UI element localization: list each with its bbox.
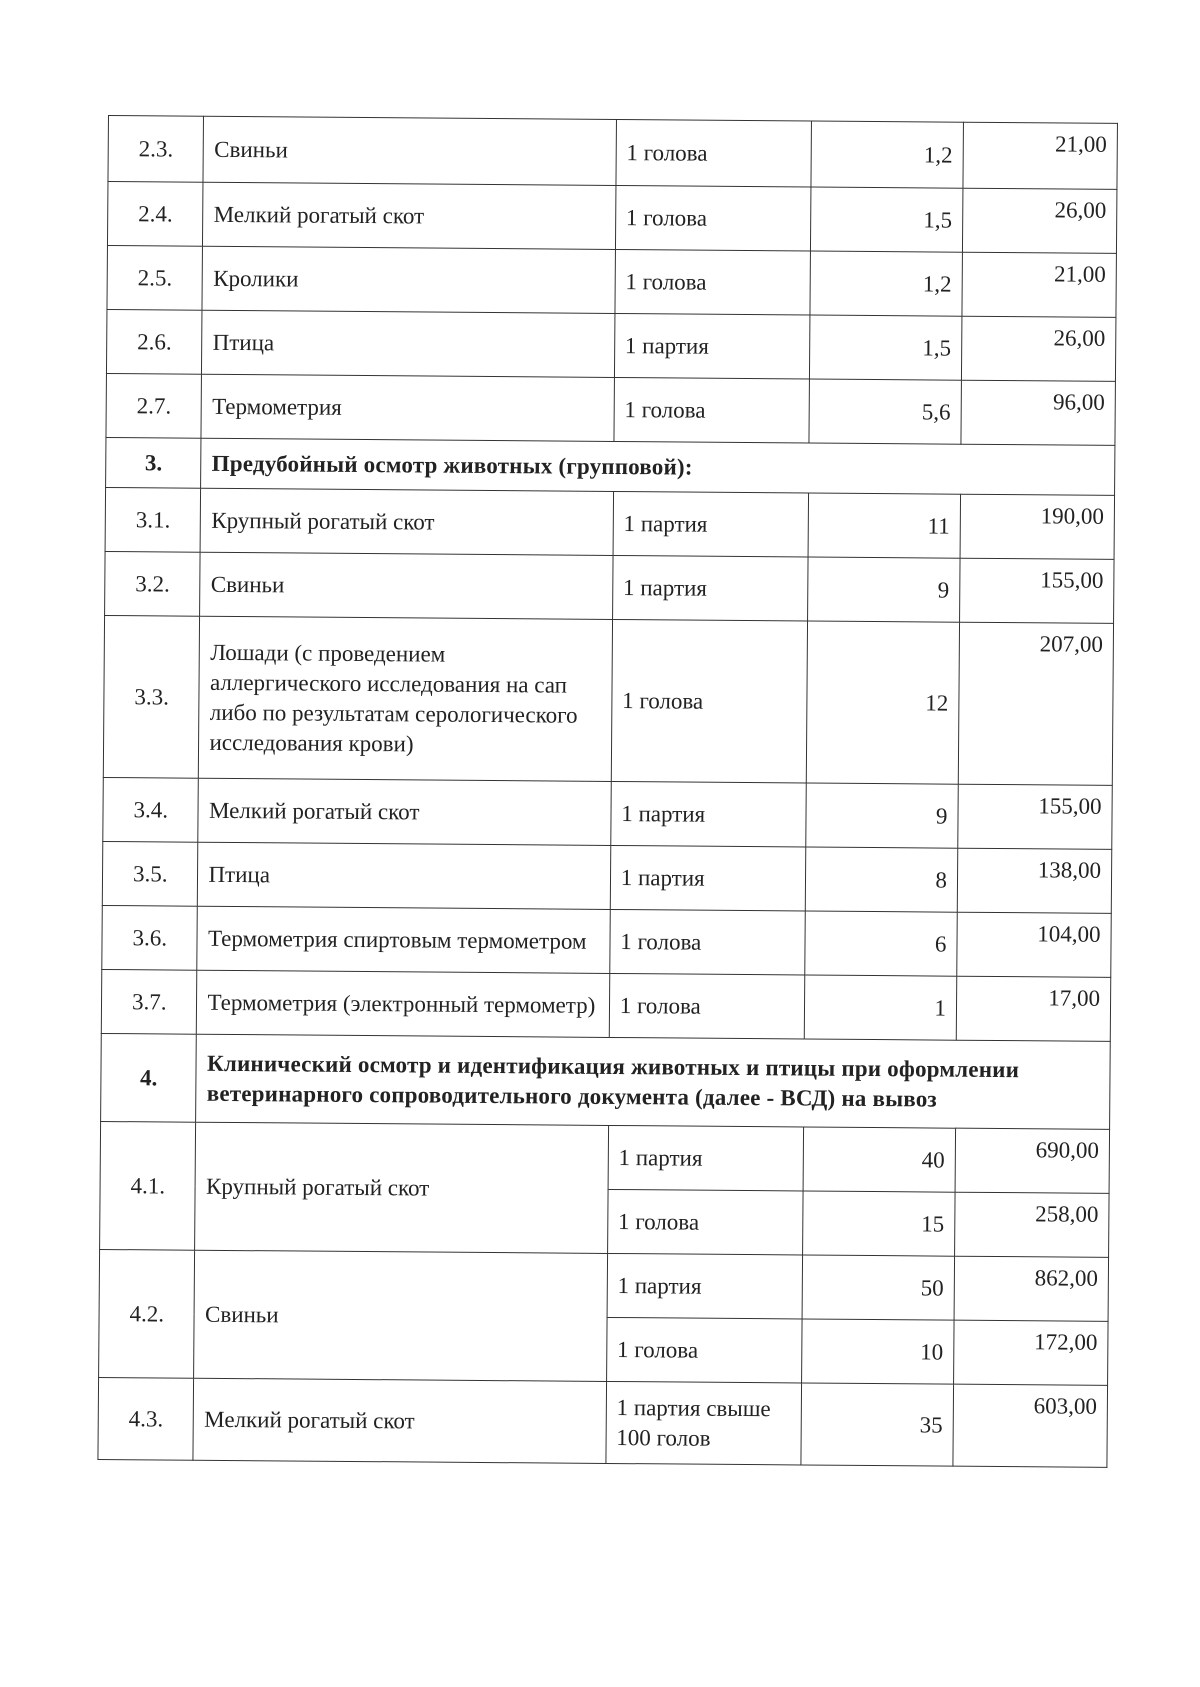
item-number: 2.4. [107,182,203,247]
item-coefficient: 12 [806,621,959,784]
item-coefficient: 11 [808,493,960,558]
section-title: Предубойный осмотр животных (групповой): [201,438,1115,495]
item-coefficient: 10 [802,1319,954,1384]
item-price: 96,00 [961,380,1116,445]
item-number: 2.6. [106,309,202,374]
table-row [105,487,1114,559]
item-coefficient: 5,6 [809,379,961,444]
item-name: Мелкий рогатый скот [193,1378,606,1463]
item-number: 4.1. [100,1121,196,1250]
section-row [106,437,1115,495]
table-row [102,905,1111,977]
item-number: 4.2. [99,1249,195,1378]
tariff-table-body [98,116,1118,1468]
tariff-table [97,115,1118,1468]
item-price: 862,00 [954,1256,1109,1321]
item-name: Свиньи [203,116,616,185]
item-price: 26,00 [962,188,1117,253]
table-row [107,245,1116,317]
table-row [98,1377,1108,1467]
item-number: 3.3. [103,615,200,778]
item-unit: 1 партия [610,845,806,911]
item-unit: 1 партия [614,313,810,379]
item-unit: 1 голова [609,973,805,1039]
item-price: 690,00 [955,1128,1110,1193]
item-number: 2.7. [106,373,202,438]
table-row [101,969,1110,1041]
item-name: Термометрия спиртовым термометром [197,906,610,973]
item-unit: 1 партия [611,781,807,847]
item-number: 3.7. [101,969,197,1034]
item-price: 21,00 [963,122,1118,189]
section-number: 4. [101,1033,197,1122]
item-name: Свиньи [194,1250,607,1381]
item-name: Термометрия [201,374,614,441]
item-coefficient: 1,5 [809,315,961,380]
section-row [101,1033,1111,1129]
item-number: 2.5. [107,245,203,310]
item-coefficient: 6 [805,911,957,976]
item-coefficient: 15 [803,1191,955,1256]
item-unit: 1 голова [614,377,810,443]
item-name: Птица [198,842,611,909]
table-row [107,182,1116,254]
item-price: 104,00 [957,912,1112,977]
item-name: Термометрия (электронный термометр) [197,970,610,1037]
item-coefficient: 1 [804,975,956,1040]
item-name: Лошади (с проведением аллергического исследования на сап либо по результатам серологического исследования крови) [199,616,613,781]
item-price: 207,00 [958,622,1113,785]
table-row [108,116,1117,190]
item-name: Мелкий рогатый скот [198,778,611,845]
item-coefficient: 35 [801,1383,954,1466]
item-price: 26,00 [961,316,1116,381]
item-price: 603,00 [953,1384,1108,1467]
item-coefficient: 40 [803,1127,955,1192]
item-coefficient: 8 [805,847,957,912]
item-price: 155,00 [958,784,1113,849]
item-unit: 1 голова [616,119,812,187]
item-unit: 1 партия [608,1125,804,1191]
table-row [99,1249,1108,1321]
item-unit: 1 голова [615,249,811,315]
item-number: 2.3. [108,116,204,183]
item-unit: 1 партия [607,1253,803,1319]
item-name: Кролики [202,246,615,313]
item-unit: 1 голова [606,1317,802,1383]
item-number: 3.6. [102,905,198,970]
table-row [100,1121,1109,1193]
table-row [105,551,1114,623]
table-row [103,615,1113,785]
table-row [102,841,1111,913]
item-number: 3.5. [102,841,198,906]
item-number: 3.4. [103,777,199,842]
item-price: 258,00 [954,1192,1109,1257]
item-name: Крупный рогатый скот [195,1122,608,1253]
item-price: 190,00 [960,494,1115,559]
item-coefficient: 1,2 [811,121,963,188]
table-row [106,373,1115,445]
item-unit: 1 партия [612,555,808,621]
item-unit: 1 партия свыше 100 голов [606,1381,802,1465]
item-coefficient: 9 [808,557,960,622]
item-unit: 1 голова [615,185,811,251]
item-unit: 1 голова [611,619,808,783]
item-coefficient: 1,5 [810,187,962,252]
table-row [106,309,1115,381]
section-title: Клинический осмотр и идентификация животных и птицы при оформлении ветеринарного сопроводительного документа (далее - ВСД) на вывоз [196,1034,1110,1129]
item-unit: 1 голова [610,909,806,975]
item-name: Крупный рогатый скот [201,488,614,555]
item-price: 21,00 [962,252,1117,317]
item-number: 4.3. [98,1377,194,1460]
item-price: 172,00 [953,1320,1108,1385]
item-name: Свиньи [200,552,613,619]
item-name: Мелкий рогатый скот [203,182,616,249]
item-coefficient: 9 [806,783,958,848]
item-price: 155,00 [959,558,1114,623]
item-number: 3.2. [105,551,201,616]
table-row [103,777,1112,849]
item-coefficient: 50 [802,1255,954,1320]
item-number: 3.1. [105,487,201,552]
item-coefficient: 1,2 [810,251,962,316]
item-unit: 1 партия [613,491,809,557]
item-price: 17,00 [956,976,1111,1041]
item-price: 138,00 [957,848,1112,913]
item-name: Птица [202,310,615,377]
item-unit: 1 голова [607,1189,803,1255]
section-number: 3. [106,437,202,488]
